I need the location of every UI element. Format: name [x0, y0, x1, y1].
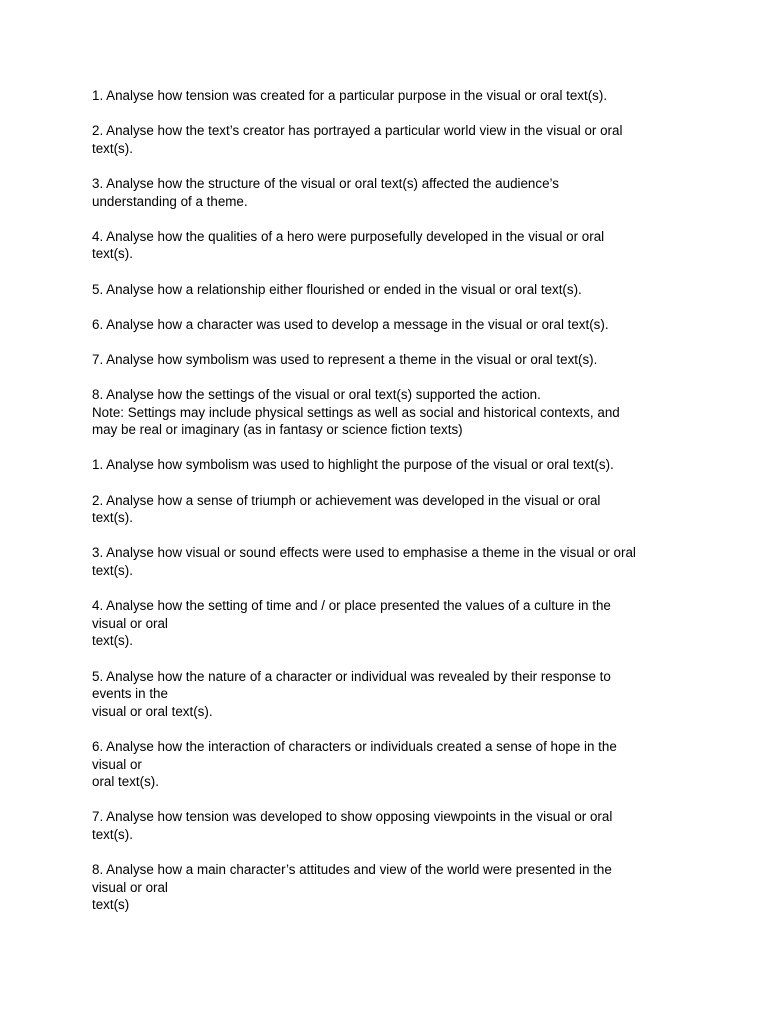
document-page [92, 87, 682, 932]
text-line: 8. Analyse how the settings of the visual or oral text(s) supported the action. [92, 387, 541, 403]
text-line: text(s). [92, 140, 133, 156]
list-item [92, 668, 682, 721]
list-item [92, 87, 682, 105]
text-line: 1. Analyse how tension was created for a particular purpose in the visual or oral text(s). [92, 88, 608, 103]
text-line: 5. Analyse how a relationship either flourished or ended in the visual or oral text(s). [92, 281, 582, 297]
text-line: 2. Analyse how the text’s creator has portrayed a particular world view in the visual or oral [92, 123, 623, 139]
list-item [92, 281, 682, 299]
text-line: 5. Analyse how the nature of a character or individual was revealed by their response to [92, 668, 611, 684]
list-item [92, 738, 682, 791]
list-item [92, 386, 682, 439]
text-line: text(s). [92, 246, 133, 262]
section-1 [92, 87, 682, 439]
text-line: 6. Analyse how the interaction of characters or individuals created a sense of hope in the [92, 738, 617, 754]
text-line: 6. Analyse how a character was used to develop a message in the visual or oral text(s). [92, 316, 609, 332]
text-line: visual or [92, 756, 142, 772]
text-line: text(s). [92, 563, 133, 579]
list-item [92, 597, 682, 650]
list-item [92, 228, 682, 263]
text-line: 3. Analyse how visual or sound effects were used to emphasise a theme in the visual or oral [92, 545, 636, 561]
text-line: text(s) [92, 897, 130, 913]
note-line: may be real or imaginary (as in fantasy or science fiction texts) [92, 422, 463, 438]
text-line: 7. Analyse how symbolism was used to represent a theme in the visual or oral text(s). [92, 351, 598, 367]
list-item [92, 544, 682, 579]
text-line: 3. Analyse how the structure of the visual or oral text(s) affected the audience’s [92, 175, 559, 191]
text-line: 7. Analyse how tension was developed to show opposing viewpoints in the visual or oral [92, 809, 613, 825]
section-2 [92, 456, 682, 913]
list-item [92, 808, 682, 843]
text-line: oral text(s). [92, 774, 159, 790]
text-line: visual or oral text(s). [92, 703, 213, 719]
text-line: understanding of a theme. [92, 193, 248, 209]
text-line: visual or oral [92, 615, 168, 631]
text-line: text(s). [92, 633, 133, 649]
list-item [92, 351, 682, 369]
list-item [92, 122, 682, 157]
list-item [92, 492, 682, 527]
text-line: visual or oral [92, 879, 168, 895]
list-item [92, 316, 682, 334]
text-line: 8. Analyse how a main character’s attitudes and view of the world were presented in the [92, 862, 612, 878]
list-item [92, 175, 682, 210]
text-line: events in the [92, 686, 168, 702]
text-line: 1. Analyse how symbolism was used to highlight the purpose of the visual or oral text(s). [92, 457, 614, 473]
text-line: 4. Analyse how the setting of time and / or place presented the values of a culture in the [92, 598, 611, 614]
text-line: text(s). [92, 826, 133, 842]
list-item [92, 456, 682, 474]
list-item [92, 861, 682, 914]
text-line: 2. Analyse how a sense of triumph or achievement was developed in the visual or oral [92, 492, 601, 508]
note-line: Note: Settings may include physical settings as well as social and historical contexts, and [92, 404, 620, 420]
text-line: 4. Analyse how the qualities of a hero were purposefully developed in the visual or oral [92, 228, 605, 244]
text-line: text(s). [92, 510, 133, 526]
